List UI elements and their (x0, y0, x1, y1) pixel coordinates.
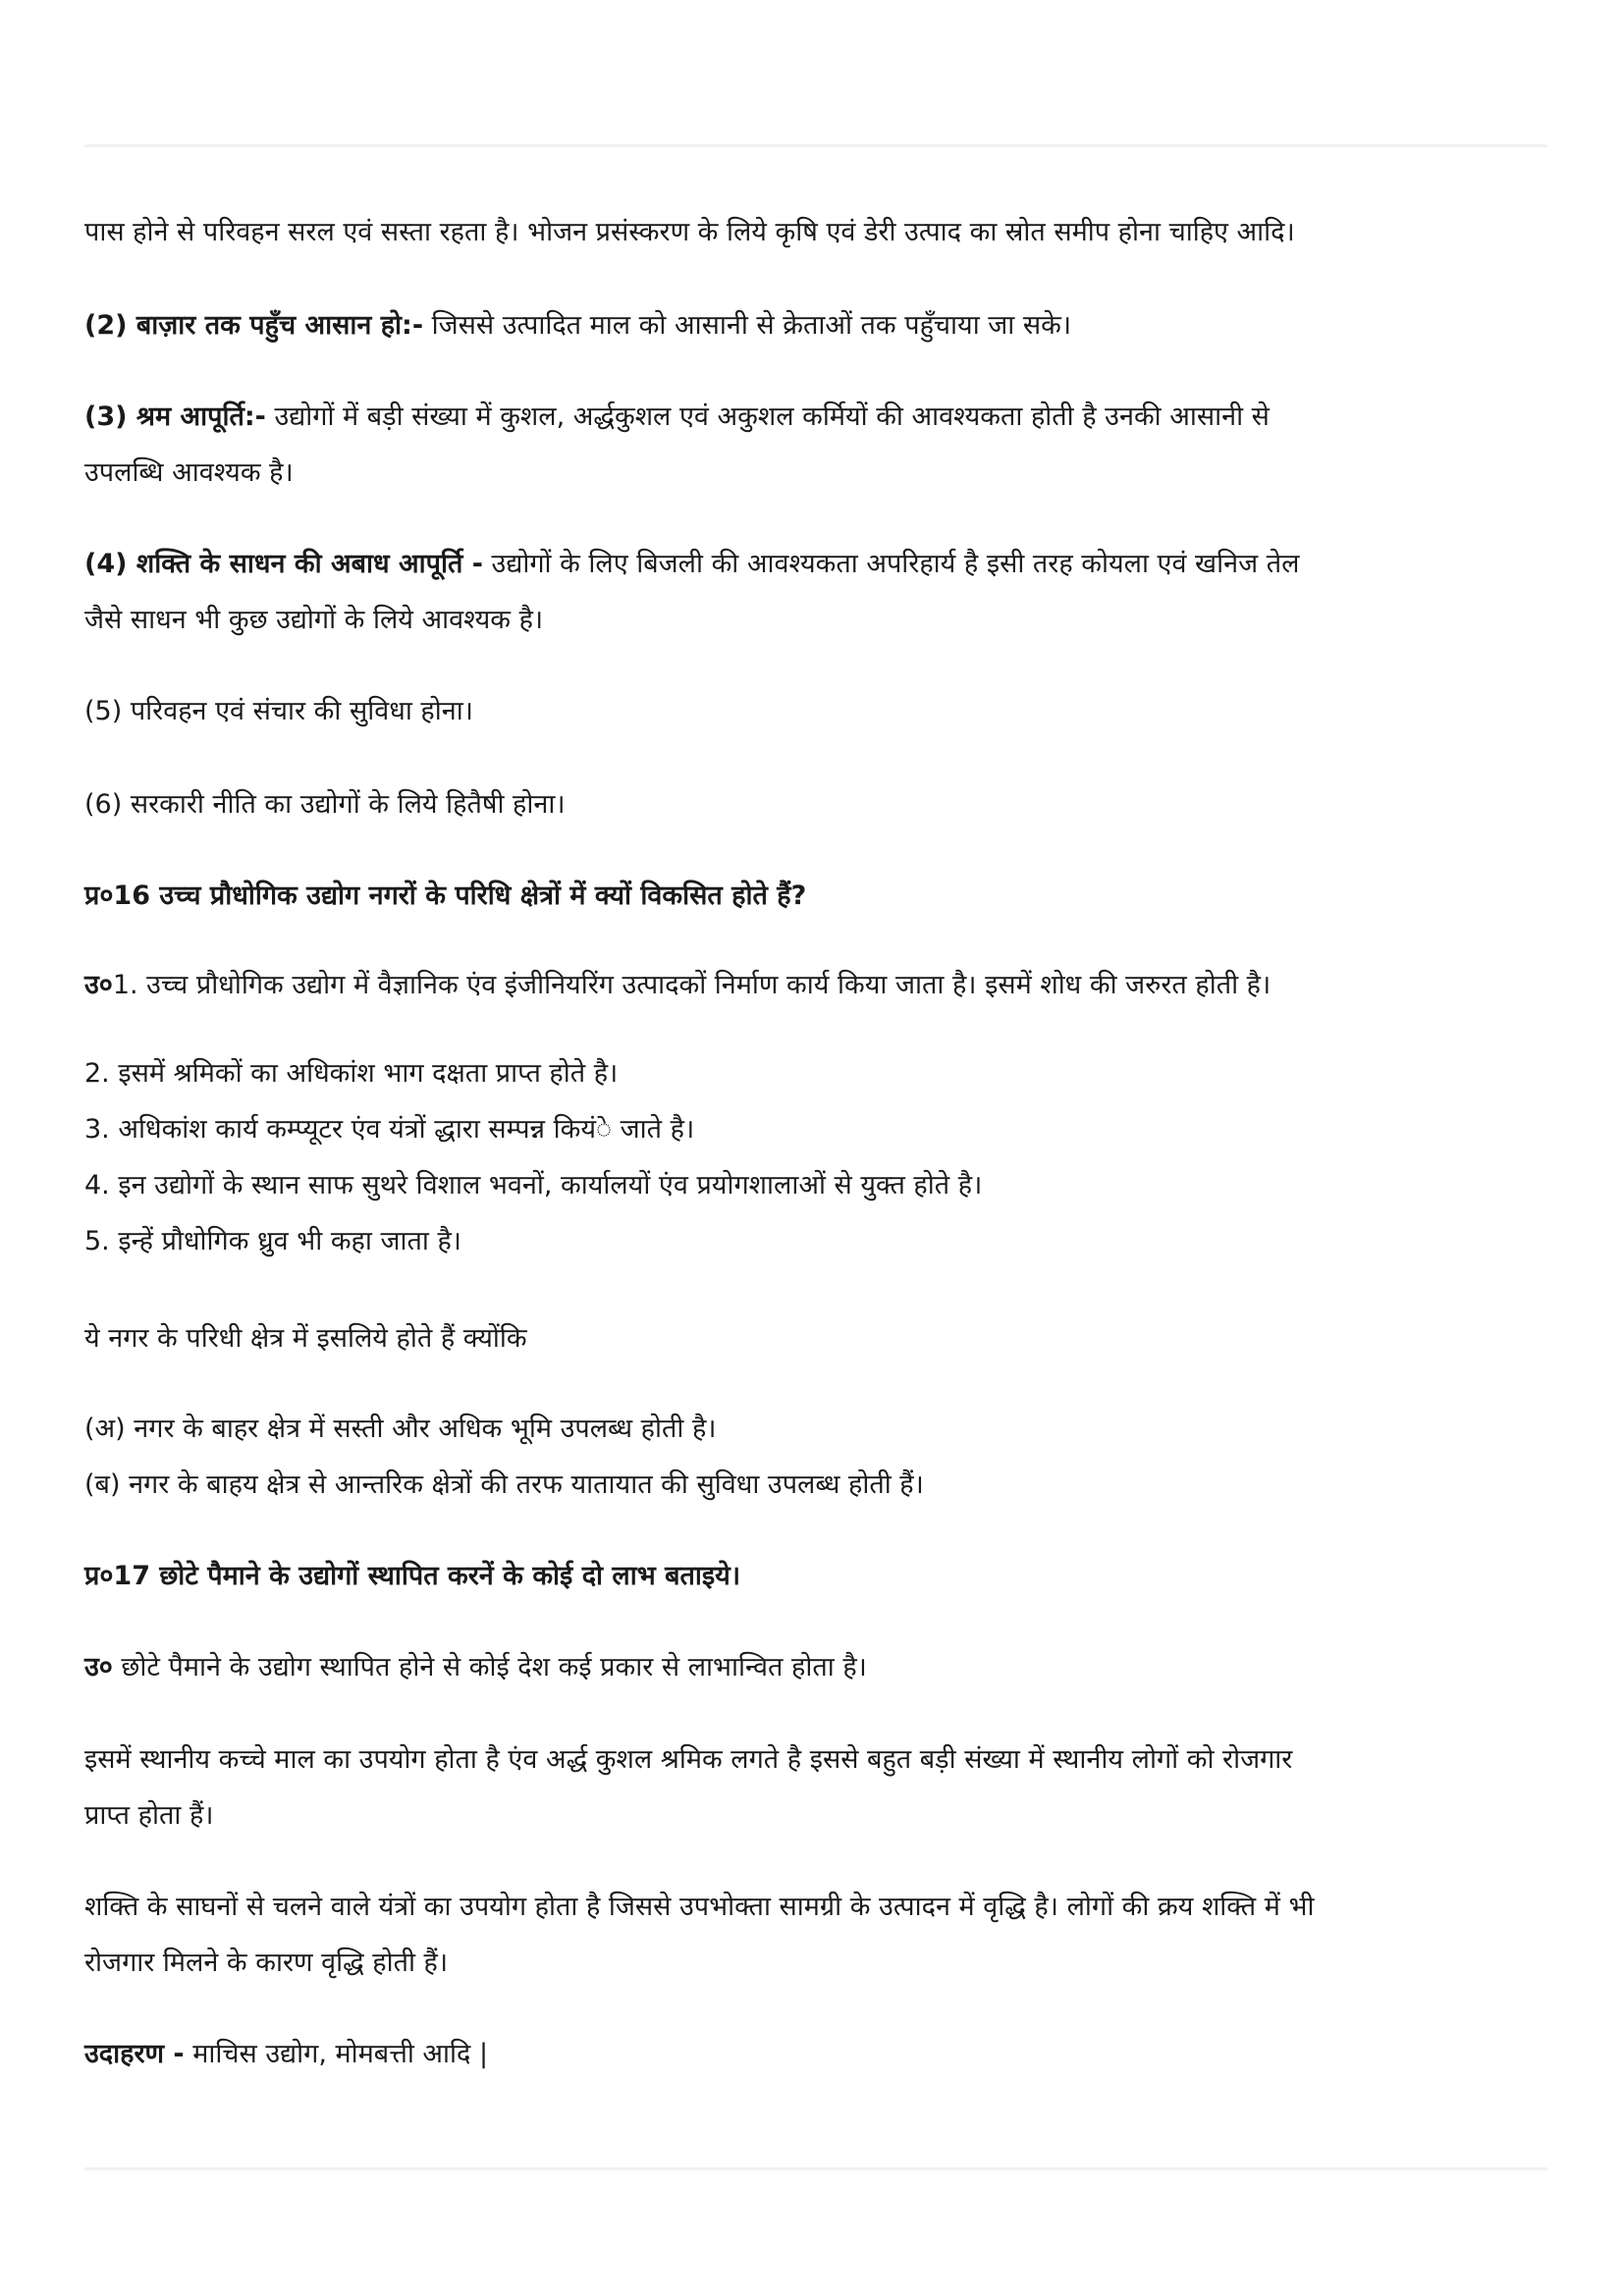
text-line (84, 957, 1557, 1013)
bold-heading: उदाहरण - (84, 2039, 185, 2069)
bold-heading: प्र०16 उच्च प्रौधोगिक उद्योग नगरों के परिधि क्षेत्रों में क्यों विकसित होते हैं? (84, 881, 807, 911)
line-text: रोजगार मिलने के कारण वृद्धि होती हैं। (84, 1948, 449, 1978)
paragraph (84, 868, 1557, 924)
text-line (84, 2026, 1557, 2082)
line-text: (5) परिवहन एवं संचार की सुविधा होना। (84, 696, 473, 726)
line-text: छोटे पैमाने के उद्योग स्थापित होने से कोई देश कई प्रकार से लाभान्वित होता है। (112, 1652, 867, 1682)
line-text: इसमें स्थानीय कच्चे माल का उपयोग होता है एंव अर्द्ध कुशल श्रमिक लगते है इससे बहुत बड़ी संख्या में स्थानीय लोगों को रोजगार (84, 1744, 1293, 1775)
paragraph (84, 297, 1557, 353)
text-line (84, 1457, 1557, 1513)
paragraph (84, 1639, 1557, 1695)
line-text: उद्योगों के लिए बिजली की आवश्यकता अपरिहार्य है इसी तरह कोयला एवं खनिज तेल (482, 549, 1300, 579)
line-text: ये नगर के परिधी क्षेत्र में इसलिये होते हैं क्योंकि (84, 1323, 527, 1354)
text-line (84, 592, 1557, 648)
paragraph (84, 1310, 1557, 1366)
paragraph (84, 1045, 1557, 1269)
text-line (84, 1788, 1557, 1843)
line-text: पास होने से परिवहन सरल एवं सस्ता रहता है। भोजन प्रसंस्करण के लिये कृषि एवं डेरी उत्पाद का स्रोत समीप होना चाहिए आदि। (84, 217, 1295, 247)
line-text: 5. इन्हें प्रौधोगिक ध्रुव भी कहा जाता है। (84, 1226, 462, 1256)
text-line (84, 389, 1557, 445)
bold-heading: उ० (84, 1652, 113, 1682)
text-line (84, 776, 1557, 832)
line-text: जिससे उत्पादित माल को आसानी से क्रेताओं तक पहुँचाया जा सके। (423, 310, 1072, 341)
text-line (84, 1213, 1557, 1269)
bold-heading: प्र०17 छोटे पैमाने के उद्योगों स्थापित करनें के कोई दो लाभ बताइये। (84, 1561, 741, 1591)
text-line (84, 204, 1557, 260)
text-line (84, 445, 1557, 501)
line-text: शक्ति के साघनों से चलने वाले यंत्रों का उपयोग होता है जिससे उपभोक्ता सामग्री के उत्पादन में वृद्धि है। लोगों की क्रय शक्ति में भी (84, 1892, 1315, 1922)
line-text: (6) सरकारी नीति का उद्योगों के लिये हितैषी होना। (84, 789, 566, 820)
line-text: प्राप्त होता हैं। (84, 1800, 214, 1831)
line-text: उपलब्धि आवश्यक है। (84, 457, 294, 488)
line-text: (ब) नगर के बाहय क्षेत्र से आन्तरिक क्षेत्रों की तरफ यातायात की सुविधा उपलब्ध होती हैं। (84, 1469, 924, 1500)
text-line (84, 536, 1557, 592)
paragraph (84, 2026, 1557, 2082)
text-line (84, 1935, 1557, 1991)
paragraph (84, 683, 1557, 739)
line-text: 3. अधिकांश कार्य कम्प्यूटर एंव यंत्रों द्धारा सम्पन्न कियं◌े जाते है। (84, 1114, 695, 1145)
paragraph (84, 1732, 1557, 1843)
text-line (84, 1310, 1557, 1366)
paragraph (84, 776, 1557, 832)
text-line (84, 1639, 1557, 1695)
text-line (84, 1732, 1557, 1788)
text-line (84, 297, 1557, 353)
text-line (84, 1101, 1557, 1157)
line-text: 4. इन उद्योगों के स्थान साफ सुथरे विशाल भवनों, कार्यालयों एंव प्रयोगशालाओं से युक्त होते है। (84, 1170, 983, 1201)
bold-heading: (3) श्रम आपूर्ति:- (84, 401, 266, 432)
bold-heading: (2) बाज़ार तक पहुँच आसान हो:- (84, 310, 424, 341)
paragraph (84, 1879, 1557, 1991)
paragraph (84, 389, 1557, 501)
line-text: जैसे साधन भी कुछ उद्योगों के लिये आवश्यक है। (84, 605, 544, 635)
bottom-divider (84, 2167, 1547, 2170)
line-text: उद्योगों में बड़ी संख्या में कुशल, अर्द्धकुशल एवं अकुशल कर्मियों की आवश्यकता होती है उनकी आसानी से (265, 401, 1270, 432)
text-line (84, 683, 1557, 739)
text-line (84, 1045, 1557, 1101)
line-text: 1. उच्च प्रौधोगिक उद्योग में वैज्ञानिक एंव इंजीनियरिंग उत्पादकों निर्माण कार्य किया जाता है। इसमें शोध की जरुरत होती है। (112, 970, 1271, 1000)
text-line (84, 868, 1557, 924)
text-line (84, 1157, 1557, 1213)
line-text: (अ) नगर के बाहर क्षेत्र में सस्ती और अधिक भूमि उपलब्ध होती है। (84, 1414, 717, 1444)
line-text: माचिस उद्योग, मोमबत्ती आदि | (184, 2039, 489, 2069)
paragraph (84, 957, 1557, 1013)
bold-heading: उ० (84, 970, 113, 1000)
paragraph (84, 204, 1557, 260)
line-text: 2. इसमें श्रमिकों का अधिकांश भाग दक्षता प्राप्त होते है। (84, 1058, 619, 1089)
paragraph (84, 1548, 1557, 1604)
top-divider (84, 144, 1547, 147)
text-line (84, 1401, 1557, 1457)
paragraph (84, 536, 1557, 648)
paragraph (84, 1401, 1557, 1513)
bold-heading: (4) शक्ति के साधन की अबाध आपूर्ति - (84, 549, 483, 579)
text-line (84, 1879, 1557, 1935)
text-line (84, 1548, 1557, 1604)
